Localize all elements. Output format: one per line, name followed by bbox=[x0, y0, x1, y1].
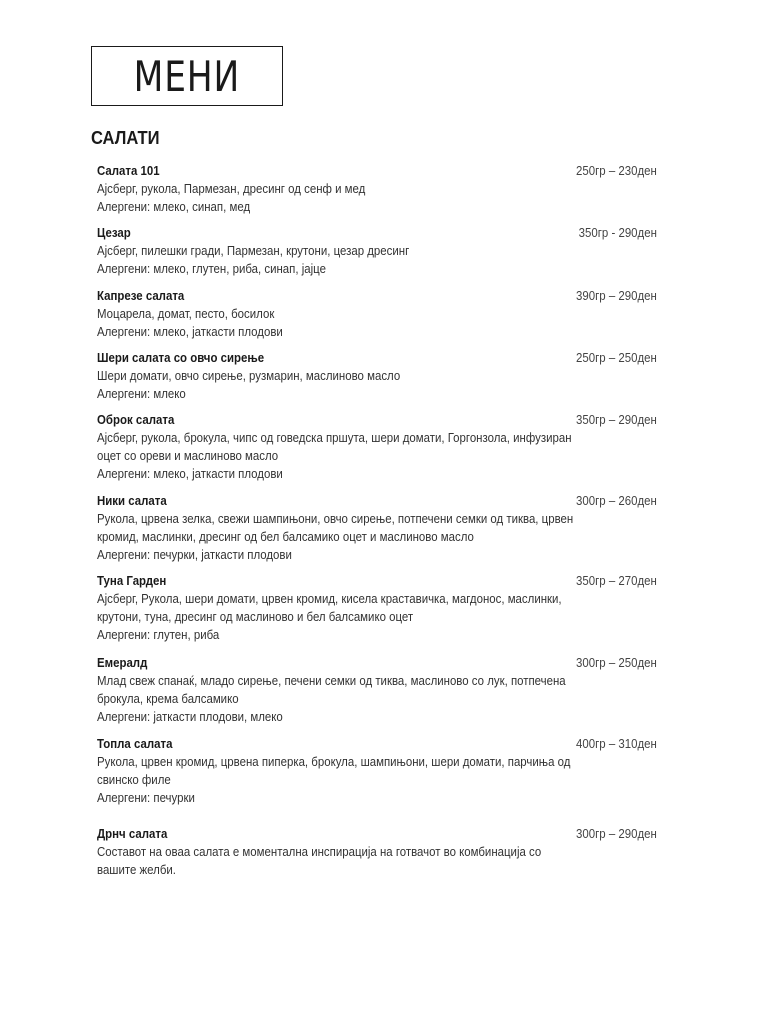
menu-item-description-line: брокула, крема балсамико bbox=[97, 691, 239, 706]
menu-item-price: 350гр – 270ден bbox=[576, 573, 657, 588]
menu-item-name: Дрнч салата bbox=[97, 826, 168, 841]
menu-item-name: Ники салата bbox=[97, 493, 167, 508]
menu-item-price: 300гр – 290ден bbox=[576, 826, 657, 841]
menu-item-description-line: Ајсберг, пилешки гради, Пармезан, крутони, цезар дресинг bbox=[97, 243, 410, 258]
menu-item-description-line: вашите желби. bbox=[97, 862, 176, 877]
menu-item-name: Топла салата bbox=[97, 736, 173, 751]
menu-item-name: Оброк салата bbox=[97, 412, 175, 427]
menu-item bbox=[97, 224, 667, 278]
menu-title-box bbox=[91, 46, 283, 106]
menu-item-allergens: Алергени: печурки, јаткасти плодови bbox=[97, 547, 292, 562]
menu-item-description-line: свинско филе bbox=[97, 772, 171, 787]
menu-item-name: Емералд bbox=[97, 655, 148, 670]
menu-title: МЕНИ bbox=[133, 52, 241, 101]
menu-item-description bbox=[97, 510, 574, 546]
menu-item-allergens: Алергени: јаткасти плодови, млеко bbox=[97, 709, 283, 724]
menu-item bbox=[97, 492, 667, 564]
menu-item-description bbox=[97, 753, 571, 789]
menu-item-name: Шери салата со овчо сирење bbox=[97, 350, 265, 365]
menu-item-name: Цезар bbox=[97, 225, 131, 240]
menu-item-price: 390гр – 290ден bbox=[576, 288, 657, 303]
menu-item-description bbox=[97, 367, 568, 385]
menu-item-description bbox=[97, 672, 568, 708]
menu-item-price: 300гр – 250ден bbox=[576, 655, 657, 670]
menu-item-allergens: Алергени: млеко bbox=[97, 386, 186, 401]
menu-item bbox=[97, 287, 667, 341]
menu-item bbox=[97, 825, 667, 879]
menu-item bbox=[97, 162, 667, 216]
menu-item-description bbox=[97, 305, 568, 323]
menu-item-description-line: Составот на оваа салата е моментална инспирација на готвачот во комбинација со bbox=[97, 844, 542, 859]
menu-item-description-line: Ајсберг, рукола, брокула, чипс од говедска пршута, шери домати, Горгонзола, инфузиран bbox=[97, 430, 572, 445]
menu-item-name: Туна Гарден bbox=[97, 573, 167, 588]
menu-item-description-line: Ајсберг, Рукола, шери домати, црвен кромид, кисела краставичка, магдонос, маслинки, bbox=[97, 591, 562, 606]
menu-item-description-line: Шери домати, овчо сирење, рузмарин, маслиново масло bbox=[97, 368, 401, 383]
menu-item-price: 250гр – 250ден bbox=[576, 350, 657, 365]
menu-item-allergens: Алергени: печурки bbox=[97, 790, 195, 805]
menu-item-price: 250гр – 230ден bbox=[576, 163, 657, 178]
menu-item-description bbox=[97, 242, 568, 260]
menu-item-description bbox=[97, 590, 568, 626]
menu-item-allergens: Алергени: млеко, јаткасти плодови bbox=[97, 466, 283, 481]
menu-item-description-line: Ајсберг, рукола, Пармезан, дресинг од сенф и мед bbox=[97, 181, 366, 196]
menu-item-name: Салата 101 bbox=[97, 163, 160, 178]
menu-item-price: 300гр – 260ден bbox=[576, 493, 657, 508]
menu-item bbox=[97, 654, 667, 726]
menu-item-price: 350гр - 290ден bbox=[578, 225, 657, 240]
menu-item-description-line: Млад свеж спанаќ, младо сирење, печени семки од тиква, маслиново со лук, потпечена bbox=[97, 673, 566, 688]
menu-item bbox=[97, 735, 667, 807]
menu-item bbox=[97, 411, 667, 483]
menu-item-allergens: Алергени: млеко, синап, мед bbox=[97, 199, 251, 214]
menu-item-description-line: крутони, туна, дресинг од маслиново и бел балсамико оцет bbox=[97, 609, 414, 624]
menu-item-description-line: Рукола, црвена зелка, свежи шампињони, овчо сирење, потпечени семки од тиква, црвен bbox=[97, 511, 574, 526]
menu-item-description-line: оцет со ореви и маслиново масло bbox=[97, 448, 279, 463]
menu-item-description-line: Рукола, црвен кромид, црвена пиперка, брокула, шампињони, шери домати, парчиња од bbox=[97, 754, 571, 769]
menu-item-price: 350гр – 290ден bbox=[576, 412, 657, 427]
menu-item-description bbox=[97, 429, 572, 465]
menu-item-description bbox=[97, 843, 568, 879]
menu-item-allergens: Алергени: млеко, глутен, риба, синап, јајце bbox=[97, 261, 326, 276]
menu-item-price: 400гр – 310ден bbox=[576, 736, 657, 751]
menu-item-allergens: Алергени: млеко, јаткасти плодови bbox=[97, 324, 283, 339]
menu-item-allergens: Алергени: глутен, риба bbox=[97, 627, 220, 642]
menu-item bbox=[97, 572, 667, 644]
menu-item-name: Капрезе салата bbox=[97, 288, 185, 303]
menu-item-description-line: Моцарела, домат, песто, босилок bbox=[97, 306, 275, 321]
menu-item bbox=[97, 349, 667, 403]
section-title-salads: САЛАТИ bbox=[91, 128, 160, 148]
menu-item-description-line: кромид, маслинки, дресинг од бел балсамико оцет и маслиново масло bbox=[97, 529, 474, 544]
menu-item-description bbox=[97, 180, 568, 198]
